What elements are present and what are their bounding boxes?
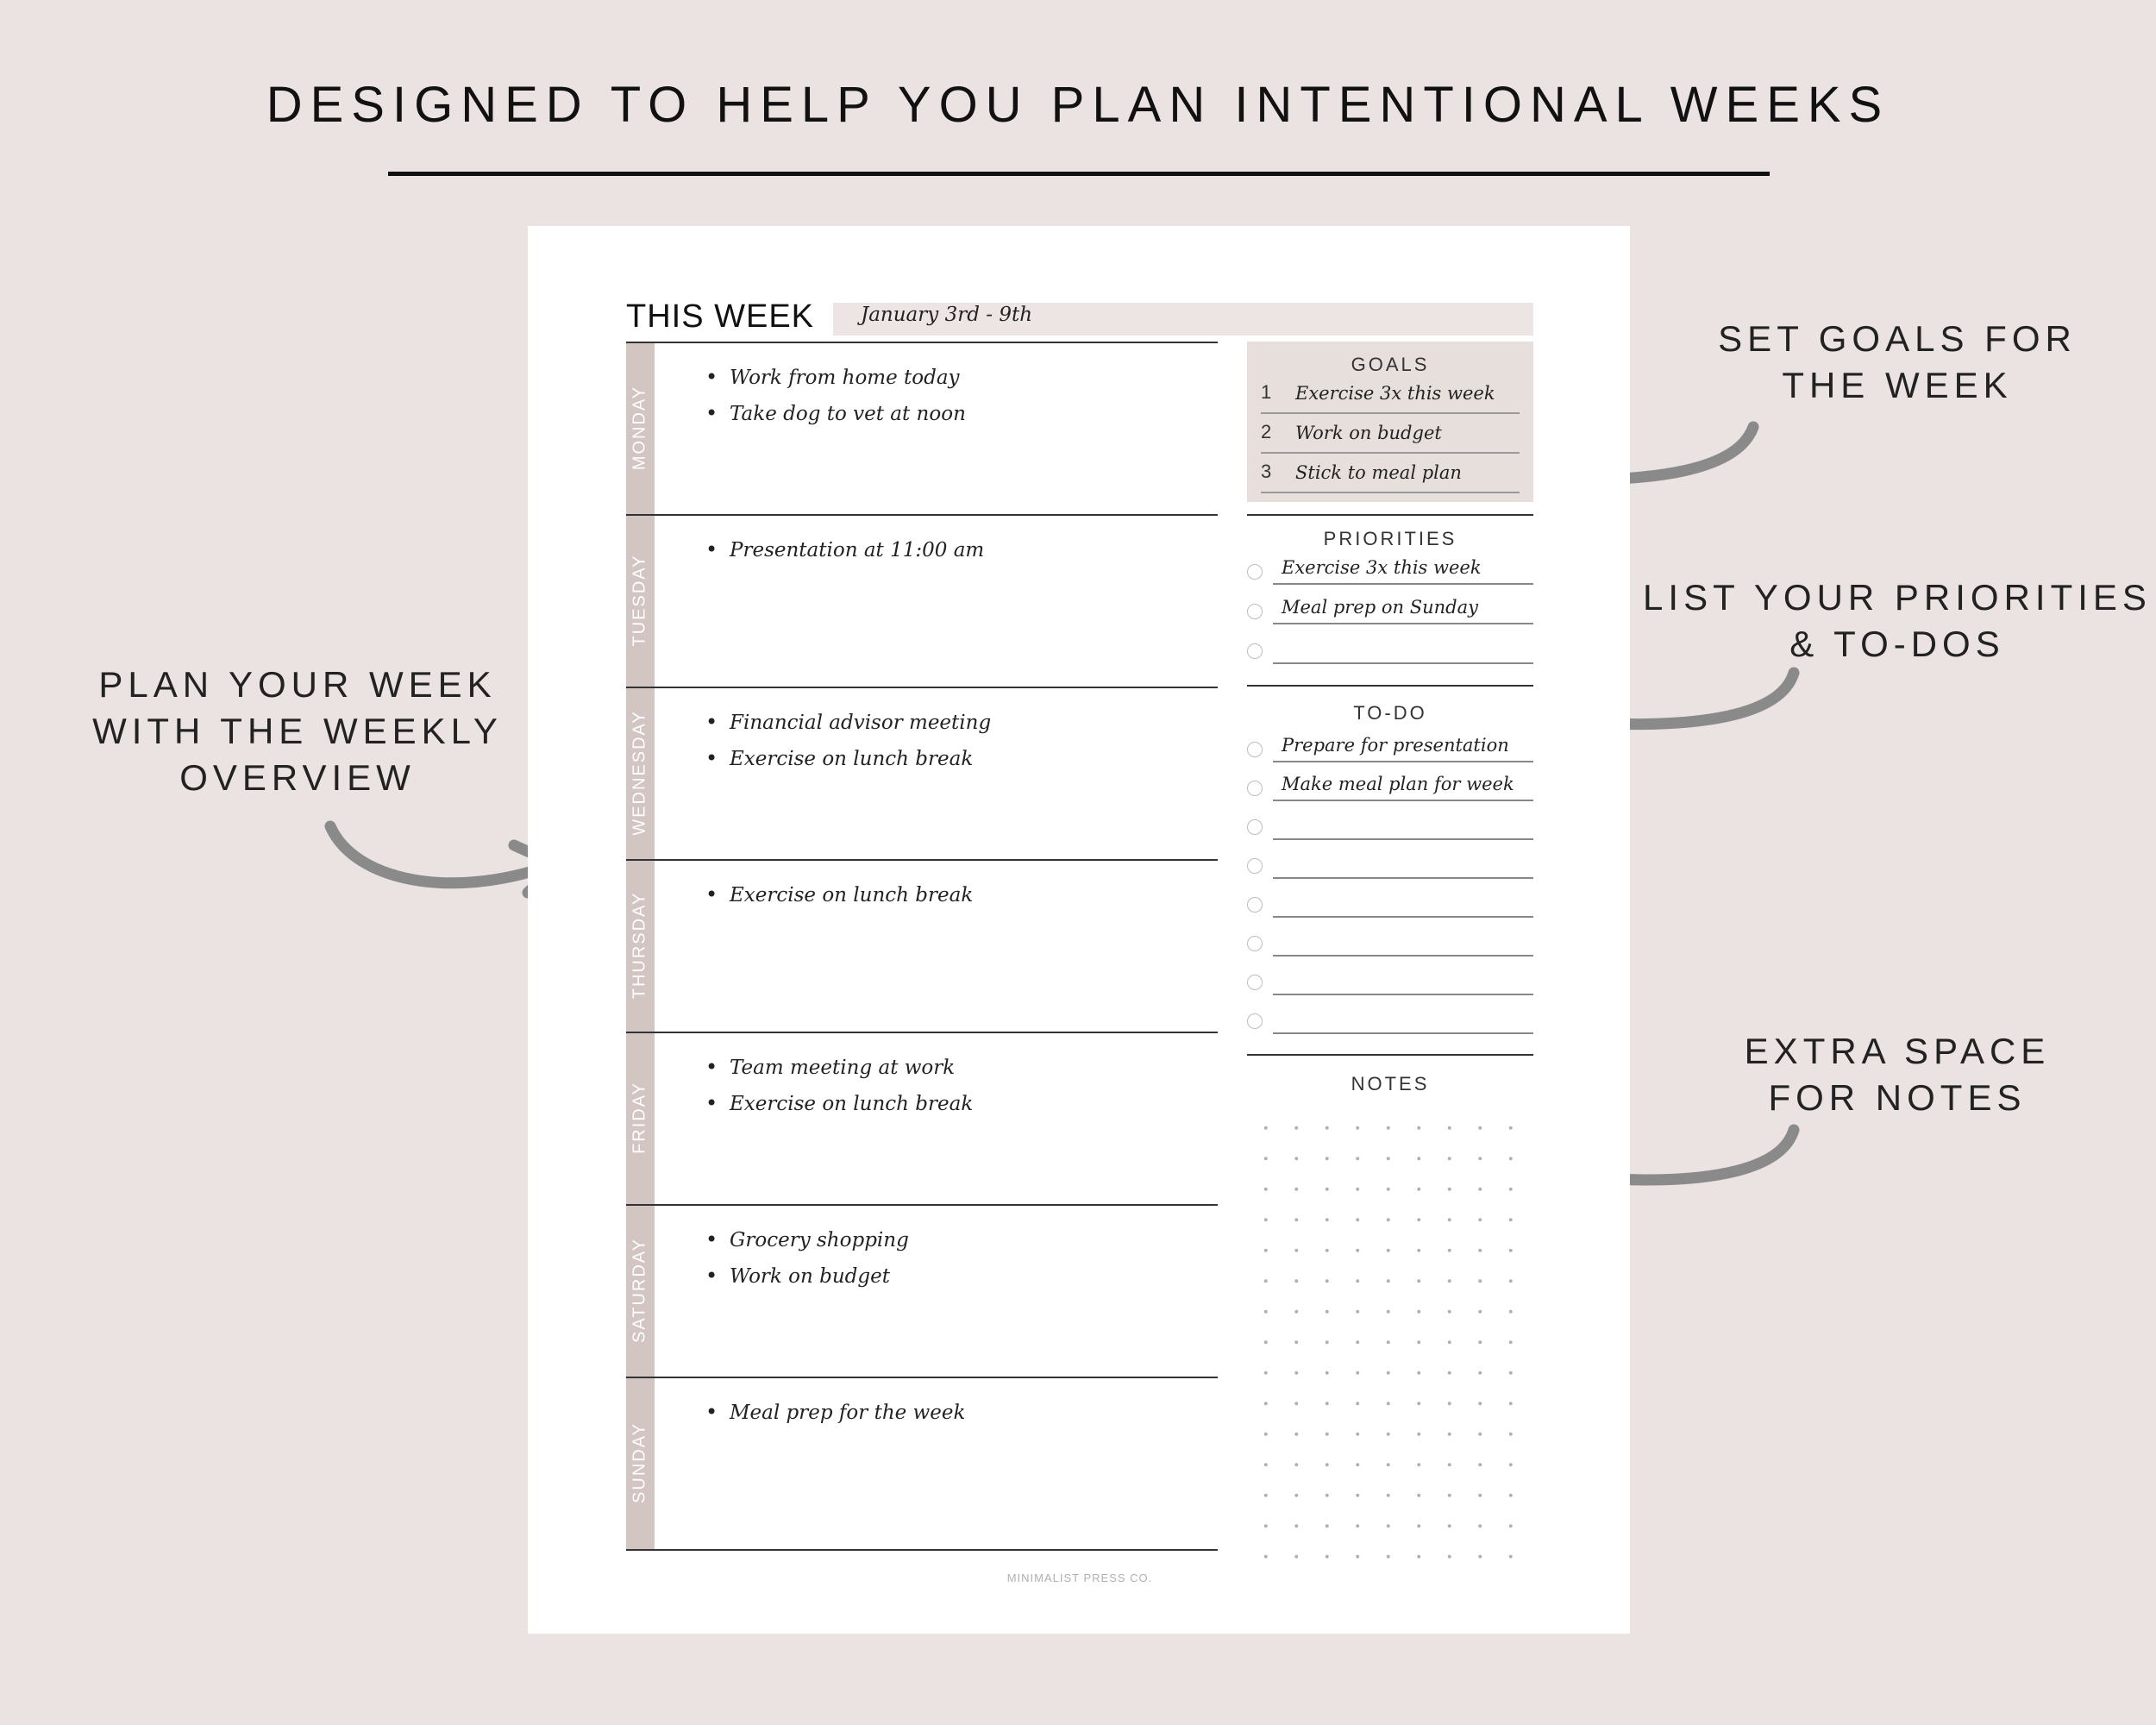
- checkbox-circle-icon[interactable]: [1247, 1013, 1263, 1029]
- checkbox-circle-icon[interactable]: [1247, 897, 1263, 913]
- priority-text: Meal prep on Sunday: [1282, 597, 1478, 618]
- goal-item-3[interactable]: [1261, 461, 1520, 493]
- checkbox-circle-icon[interactable]: [1247, 742, 1263, 757]
- day-label: SATURDAY: [630, 1238, 649, 1343]
- callout-goals-line-2: THE WEEK: [1782, 365, 2013, 405]
- list-item[interactable]: • Exercise on lunch break: [705, 745, 991, 781]
- day-label: SUNDAY: [630, 1422, 649, 1503]
- callout-notes-line-1: EXTRA SPACE: [1744, 1031, 2051, 1071]
- day-label: WEDNESDAY: [630, 710, 649, 836]
- day-friday[interactable]: [626, 1032, 1218, 1204]
- todo-text: Prepare for presentation: [1282, 735, 1509, 756]
- day-label: FRIDAY: [630, 1082, 649, 1154]
- goal-text: Stick to meal plan: [1295, 462, 1462, 483]
- callout-priorities-line-2: & TO-DOS: [1789, 624, 2005, 664]
- checkbox-circle-icon[interactable]: [1247, 781, 1263, 796]
- checkbox-circle-icon[interactable]: [1247, 604, 1263, 619]
- goal-item-1[interactable]: [1261, 381, 1520, 414]
- goal-text: Work on budget: [1295, 423, 1442, 443]
- list-item[interactable]: • Financial advisor meeting: [705, 709, 991, 745]
- todo-text: Make meal plan for week: [1282, 774, 1514, 794]
- goals-section: [1247, 342, 1533, 502]
- list-item[interactable]: • Presentation at 11:00 am: [705, 536, 984, 573]
- checkbox-circle-icon[interactable]: [1247, 819, 1263, 835]
- checkbox-circle-icon[interactable]: [1247, 643, 1263, 659]
- todo-item[interactable]: [1247, 1001, 1533, 1032]
- planner-title: THIS WEEK: [626, 298, 815, 335]
- callout-overview-line-3: OVERVIEW: [179, 757, 416, 798]
- list-item[interactable]: • Team meeting at work: [705, 1054, 973, 1090]
- checkbox-circle-icon[interactable]: [1247, 936, 1263, 951]
- days-bottom-rule: [626, 1549, 1218, 1551]
- priority-text: Exercise 3x this week: [1282, 557, 1482, 578]
- todo-item[interactable]: [1247, 807, 1533, 838]
- list-item[interactable]: • Meal prep for the week: [705, 1399, 965, 1435]
- priority-item[interactable]: [1247, 631, 1533, 662]
- date-range[interactable]: January 3rd - 9th: [861, 304, 1033, 326]
- todo-rule: [1247, 685, 1533, 687]
- notes-title: NOTES: [1351, 1073, 1430, 1095]
- todo-item[interactable]: [1247, 730, 1533, 761]
- todo-item[interactable]: [1247, 846, 1533, 877]
- priorities-title: PRIORITIES: [1323, 528, 1457, 549]
- notes-dot-grid[interactable]: [1250, 1113, 1535, 1561]
- checkbox-circle-icon[interactable]: [1247, 975, 1263, 990]
- callout-priorities-line-1: LIST YOUR PRIORITIES: [1643, 577, 2152, 618]
- callout-goals-line-1: SET GOALS FOR: [1718, 318, 2077, 359]
- day-saturday[interactable]: [626, 1204, 1218, 1377]
- goal-number: 2: [1261, 421, 1272, 442]
- list-item[interactable]: • Exercise on lunch break: [705, 1090, 973, 1126]
- todo-item[interactable]: [1247, 885, 1533, 916]
- goals-title: GOALS: [1351, 354, 1430, 375]
- goal-number: 1: [1261, 381, 1272, 403]
- goal-number: 3: [1261, 461, 1272, 482]
- day-monday[interactable]: [626, 342, 1218, 514]
- list-item[interactable]: • Work from home today: [705, 364, 966, 400]
- priorities-rule: [1247, 514, 1533, 516]
- day-label: MONDAY: [630, 385, 649, 471]
- list-item[interactable]: • Take dog to vet at noon: [705, 400, 966, 436]
- day-thursday[interactable]: [626, 859, 1218, 1032]
- brand-footer: MINIMALIST PRESS CO.: [1006, 1571, 1153, 1584]
- priority-item[interactable]: [1247, 552, 1533, 583]
- goal-text: Exercise 3x this week: [1295, 383, 1495, 404]
- day-sunday[interactable]: [626, 1377, 1218, 1549]
- page-headline: DESIGNED TO HELP YOU PLAN INTENTIONAL WEEKS: [266, 77, 1890, 133]
- priority-item[interactable]: [1247, 592, 1533, 623]
- todo-item[interactable]: [1247, 924, 1533, 955]
- list-item[interactable]: • Work on budget: [705, 1263, 909, 1299]
- day-label: THURSDAY: [630, 891, 649, 1000]
- notes-rule: [1247, 1054, 1533, 1056]
- callout-overview-line-2: WITH THE WEEKLY: [92, 711, 503, 751]
- todo-title: TO-DO: [1353, 702, 1427, 724]
- day-wednesday[interactable]: [626, 687, 1218, 859]
- callout-overview-line-1: PLAN YOUR WEEK: [98, 664, 497, 705]
- list-item[interactable]: • Grocery shopping: [705, 1226, 909, 1263]
- checkbox-circle-icon[interactable]: [1247, 564, 1263, 580]
- callout-notes-line-2: FOR NOTES: [1768, 1077, 2027, 1118]
- goal-item-2[interactable]: [1261, 421, 1520, 454]
- day-label: TUESDAY: [630, 554, 649, 647]
- list-item[interactable]: • Exercise on lunch break: [705, 881, 973, 918]
- todo-item[interactable]: [1247, 963, 1533, 994]
- todo-item[interactable]: [1247, 768, 1533, 800]
- checkbox-circle-icon[interactable]: [1247, 858, 1263, 874]
- day-tuesday[interactable]: [626, 514, 1218, 687]
